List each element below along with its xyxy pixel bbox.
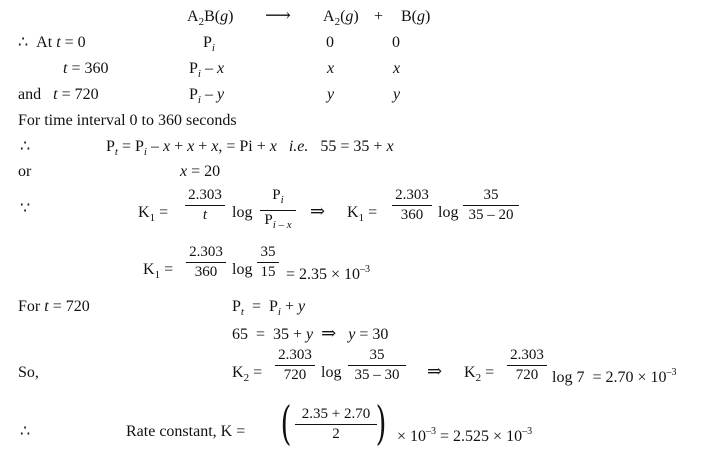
row-t720-product1: y xyxy=(327,86,335,103)
k1-log-2: log xyxy=(438,204,459,221)
rate-result: × $10^{-3} = 2.525 \times 10^{-3}$ xyxy=(397,426,533,445)
row-t0-reactant: $P_i$ xyxy=(203,34,215,54)
reaction-arrow: ⟶ xyxy=(265,5,291,25)
k1-fraction-pressure: $P_i$ $P_{i - x}$ xyxy=(260,187,296,234)
k1b-fraction-values: 35 15 xyxy=(257,244,279,281)
k1-lhs: $K_1$ = xyxy=(138,204,169,224)
k2-lhs: $K_2$ = xyxy=(232,364,263,384)
rate-label: Rate constant, K = xyxy=(126,423,246,440)
therefore-symbol-2: ∴ xyxy=(20,423,31,440)
t720-line1: $P_t = P_i + y$ xyxy=(232,298,306,318)
k1-fraction-values: 35 35 – 20 xyxy=(463,187,519,224)
product2-header: B(g) xyxy=(401,8,431,25)
row-t360-product2: x xyxy=(393,60,401,77)
k2-fraction-coef: 2.303 720 xyxy=(275,347,315,384)
row-t360-product1: x xyxy=(327,60,335,77)
or-label: or xyxy=(18,163,32,180)
t720-label: For t = 720 xyxy=(18,298,90,315)
rate-fraction: 2.35 + 2.70 2 xyxy=(295,406,377,443)
k1-lhs-2: $K_1$ = xyxy=(347,204,378,224)
plus-sign: + xyxy=(374,8,384,25)
row-t0-product2: 0 xyxy=(392,34,400,51)
reactant-header: $A_2B(g)$ xyxy=(187,8,234,28)
left-paren: ( xyxy=(280,396,292,450)
k1b-lhs: $K_1$ = xyxy=(143,261,174,281)
row-t720-label: and t = 720 xyxy=(18,86,99,103)
right-paren: ) xyxy=(375,396,387,450)
row-t0-product1: 0 xyxy=(326,34,334,51)
k2-result: $\log 7 = 2.70 \times 10^{-3}$ xyxy=(552,367,677,386)
interval-heading: For time interval 0 to 360 seconds xyxy=(18,112,237,129)
row-t720-reactant: $P_i$ – y xyxy=(189,86,225,106)
k1-log: log xyxy=(232,204,253,221)
k1b-fraction-coef: 2.303 360 xyxy=(186,244,226,281)
therefore-symbol: ∴ xyxy=(20,138,31,155)
implies-arrow-1: ⇒ xyxy=(310,201,326,221)
k2-fraction-coef-2: 2.303 720 xyxy=(507,347,547,384)
row-t0-label: ∴ At t = 0 xyxy=(18,34,86,51)
t720-line2: 65 = 35 + y ⇒ y = 30 xyxy=(232,323,389,343)
pt-equation: $P_t = P_i - x + x + x$, = Pi + x i.e. 55 = 35 + x xyxy=(106,138,394,158)
k1b-log: log xyxy=(232,261,253,278)
because-symbol: ∵ xyxy=(20,200,31,217)
row-t360-reactant: $P_i$ – x xyxy=(189,60,225,80)
k2-log: log xyxy=(321,364,342,381)
k1-result: = $2.35 \times 10^{-3}$ xyxy=(286,264,371,283)
k2-fraction-values: 35 35 – 30 xyxy=(348,347,406,384)
x-value: x = 20 xyxy=(180,163,221,180)
k1-fraction-coef-2: 2.303 360 xyxy=(392,187,432,224)
k1-fraction-coef: 2.303 t xyxy=(185,187,225,224)
row-t360-label: t = 360 xyxy=(63,60,109,77)
implies-arrow-2: ⇒ xyxy=(427,361,443,381)
so-label: So, xyxy=(18,364,39,381)
row-t720-product2: y xyxy=(393,86,401,103)
product1-header: $A_2(g)$ xyxy=(323,8,359,28)
k2-lhs-2: $K_2$ = xyxy=(464,364,495,384)
